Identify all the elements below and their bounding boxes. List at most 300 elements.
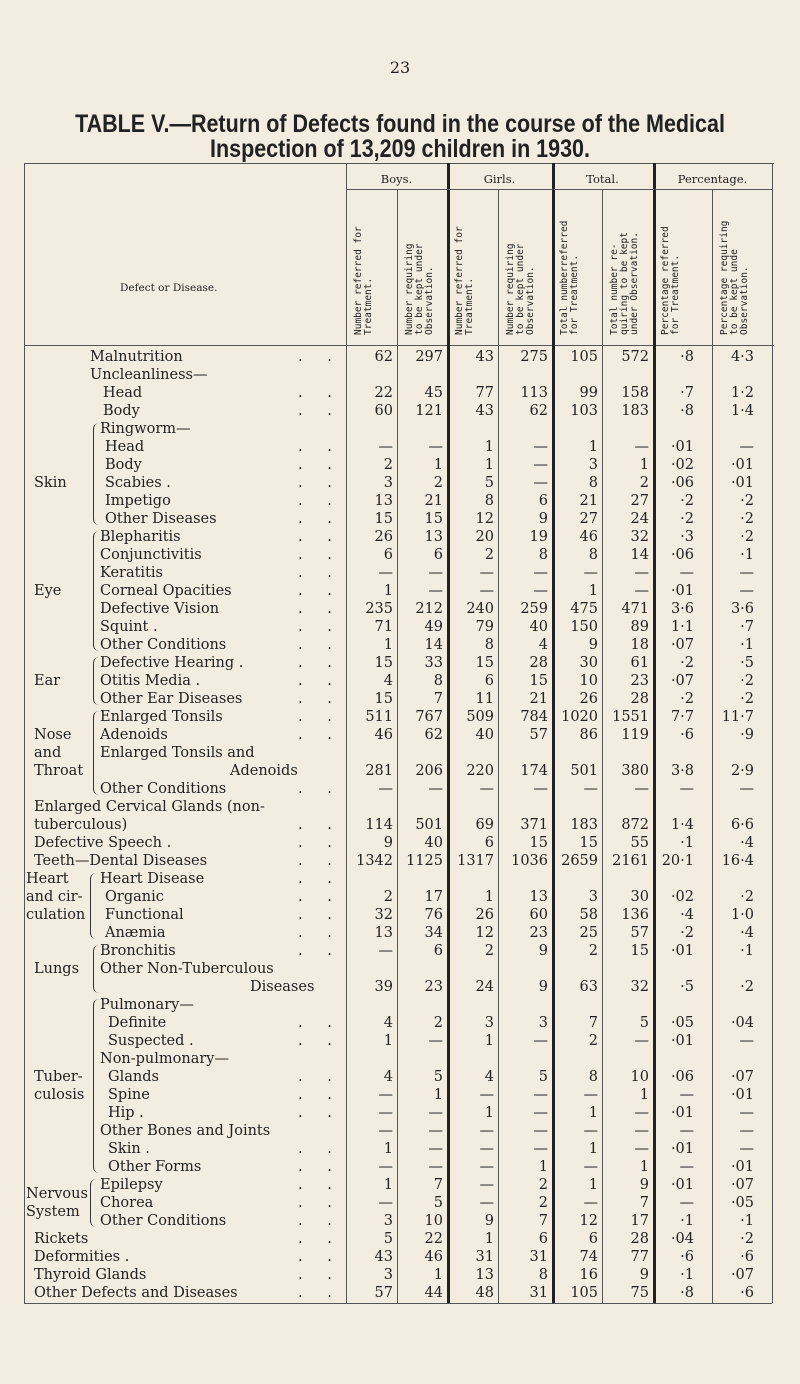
cell-value: 63 [579,979,598,995]
cell-value: 21 [579,493,598,509]
cell-value: 2 [383,889,393,905]
cell-value: 32 [374,907,393,923]
column-header [552,195,602,335]
cell-value: 6 [588,1231,598,1247]
cell-value: 10 [579,673,598,689]
defect-column-header: Defect or Disease. [120,282,218,294]
cell-value: 21 [424,493,443,509]
row-label: Body [103,403,140,419]
row-label: Adenoids [100,727,168,743]
column-group-header: Boys. [380,172,413,186]
cell-value: 3 [484,1015,494,1031]
dot-leader: . . [298,1177,342,1193]
table-row [0,1104,800,1122]
row-label: Pulmonary— [100,997,194,1013]
cell-value: 2 [383,457,393,473]
cell-value: 2 [484,943,494,959]
cell-value: ·1 [740,943,754,959]
cell-value: 3·6 [730,601,754,617]
cell-value: 62 [424,727,443,743]
cell-value: ·2 [740,691,754,707]
cell-value: 79 [475,619,494,635]
cell-value: — [583,1123,598,1139]
dot-leader: . . [298,709,342,725]
row-label: Defective Speech . [34,835,172,851]
dot-leader: . . [298,727,342,743]
cell-value: 275 [520,349,548,365]
cell-value: — [378,1195,393,1211]
table-row [0,1140,800,1158]
cell-value: ·1 [680,1213,694,1229]
cell-value: — [378,781,393,797]
cell-value: 26 [374,529,393,545]
cell-value: 45 [424,385,443,401]
dot-leader: . . [298,853,342,869]
group-brace [90,1179,96,1227]
dot-leader: . . [298,817,342,833]
cell-value: — [428,1159,443,1175]
group-label: and cir- [26,889,83,905]
row-label: Anæmia [105,925,166,941]
cell-value: ·04 [730,1015,754,1031]
column-header [653,195,703,335]
cell-value: 12 [475,511,494,527]
dot-leader: . . [298,385,342,401]
cell-value: 7 [538,1213,548,1229]
cell-value: 28 [630,691,649,707]
cell-value: 11 [475,691,494,707]
table-row [0,1158,800,1176]
column-header-text: Total number re- quiring to be kept under Observation. [609,232,640,335]
table-row [0,474,800,492]
cell-value: ·8 [680,1285,694,1301]
cell-value: — [739,439,754,455]
cell-value: 24 [475,979,494,995]
cell-value: 9 [383,835,393,851]
dot-leader: . . [298,1195,342,1211]
cell-value: 40 [424,835,443,851]
column-group-header: Total. [586,172,619,186]
dot-leader: . . [298,1159,342,1175]
table-row [0,978,800,996]
row-label: Deformities . [34,1249,130,1265]
cell-value: 7 [433,1177,443,1193]
cell-value: — [378,943,393,959]
cell-value: 12 [579,1213,598,1229]
cell-value: 17 [424,889,443,905]
cell-value: 27 [630,493,649,509]
cell-value: 235 [365,601,393,617]
row-label: tuberculous) [34,817,128,833]
table-row [0,348,800,366]
cell-value: 7 [588,1015,598,1031]
cell-value: 1317 [457,853,494,869]
cell-value: — [583,1195,598,1211]
cell-value: — [479,1159,494,1175]
cell-value: 46 [424,1249,443,1265]
column-header-text: Total numberreferred for Treatment. [559,220,580,335]
table-row [0,798,800,816]
row-label: Other Conditions [100,1213,227,1229]
cell-value: ·3 [680,529,694,545]
cell-value: 2 [484,547,494,563]
cell-value: 57 [630,925,649,941]
cell-value: ·2 [680,493,694,509]
cell-value: 1 [484,1231,494,1247]
cell-value: 475 [570,601,598,617]
cell-value: — [634,565,649,581]
cell-value: 43 [374,1249,393,1265]
table-row [0,1032,800,1050]
cell-value: — [533,1123,548,1139]
dot-leader: . . [298,475,342,491]
cell-value: 8 [588,475,598,491]
cell-value: 15 [374,691,393,707]
cell-value: ·04 [670,1231,694,1247]
cell-value: — [679,1195,694,1211]
group-label: Nose [34,727,72,743]
cell-value: 61 [630,655,649,671]
cell-value: ·7 [680,385,694,401]
cell-value: 69 [475,817,494,833]
table-row [0,546,800,564]
table-row [0,924,800,942]
dot-leader: . . [298,691,342,707]
cell-value: 297 [415,349,443,365]
cell-value: 5 [639,1015,649,1031]
cell-value: ·01 [730,457,754,473]
cell-value: ·9 [740,727,754,743]
cell-value: ·07 [730,1177,754,1193]
cell-value: 1 [484,1105,494,1121]
cell-value: 10 [424,1213,443,1229]
row-label: Defective Hearing . [100,655,244,671]
cell-value: 8 [588,547,598,563]
cell-value: 2 [588,943,598,959]
row-label: Enlarged Tonsils [100,709,223,725]
cell-value: 3 [588,889,598,905]
cell-value: 1551 [612,709,649,725]
title-line-1: TABLE V.—Return of Defects found in the course of the Medical [75,110,725,138]
row-label: Bronchitis [100,943,176,959]
cell-value: 3 [383,1213,393,1229]
table-row [0,726,800,744]
cell-value: — [634,583,649,599]
table-row [0,906,800,924]
row-label: Organic [105,889,164,905]
cell-value: 2659 [561,853,598,869]
cell-value: ·6 [740,1249,754,1265]
table-row [0,708,800,726]
table-row [0,816,800,834]
cell-value: 113 [520,385,548,401]
cell-value: 16·4 [721,853,754,869]
cell-value: 76 [424,907,443,923]
cell-value: 4 [538,637,548,653]
row-label: Adenoids [230,763,298,779]
cell-value: ·6 [740,1285,754,1301]
table-row [0,672,800,690]
cell-value: 4 [484,1069,494,1085]
cell-value: 49 [424,619,443,635]
cell-value: 18 [630,637,649,653]
cell-value: ·2 [740,529,754,545]
cell-value: ·2 [680,925,694,941]
cell-value: ·07 [730,1267,754,1283]
cell-value: ·01 [670,439,694,455]
row-label: Uncleanliness— [90,367,208,383]
cell-value: 572 [621,349,649,365]
cell-value: — [634,781,649,797]
cell-value: 12 [475,925,494,941]
cell-value: — [739,1141,754,1157]
cell-value: — [739,565,754,581]
cell-value: 19 [529,529,548,545]
cell-value: 43 [475,349,494,365]
cell-value: 22 [424,1231,443,1247]
group-label: Nervous [26,1186,88,1202]
cell-value: 30 [579,655,598,671]
dot-leader: . . [298,1267,342,1283]
cell-value: 14 [630,547,649,563]
cell-value: ·01 [730,1087,754,1103]
group-label: culosis [34,1087,85,1103]
cell-value: — [533,1141,548,1157]
cell-value: 1·4 [670,817,694,833]
cell-value: 39 [374,979,393,995]
cell-value: 8 [588,1069,598,1085]
cell-value: 26 [475,907,494,923]
cell-value: 40 [529,619,548,635]
cell-value: 60 [529,907,548,923]
table-row [0,780,800,798]
cell-value: 15 [630,943,649,959]
cell-value: 9 [588,637,598,653]
cell-value: ·05 [670,1015,694,1031]
cell-value: 9 [538,943,548,959]
cell-value: 1 [639,1159,649,1175]
cell-value: 15 [579,835,598,851]
group-brace [93,999,99,1173]
cell-value: ·7 [740,619,754,635]
cell-value: 501 [415,817,443,833]
cell-value: 23 [424,979,443,995]
cell-value: — [428,565,443,581]
group-label: Ear [34,673,61,689]
cell-value: — [479,781,494,797]
cell-value: 21 [529,691,548,707]
cell-value: 24 [630,511,649,527]
table-row [0,1266,800,1284]
cell-value: 2161 [612,853,649,869]
cell-value: 1 [433,457,443,473]
cell-value: — [428,1123,443,1139]
dot-leader: . . [298,1015,342,1031]
cell-value: 1 [588,583,598,599]
column-header [712,195,762,335]
cell-value: 15 [529,673,548,689]
cell-value: 1 [433,1087,443,1103]
row-label: Blepharitis [100,529,181,545]
cell-value: 2 [538,1177,548,1193]
cell-value: — [479,1177,494,1193]
row-label: Body [105,457,142,473]
cell-value: — [679,1159,694,1175]
table-row [0,1284,800,1302]
cell-value: 784 [520,709,548,725]
dot-leader: . . [298,1069,342,1085]
cell-value: 1020 [561,709,598,725]
cell-value: — [479,1141,494,1157]
cell-value: — [679,781,694,797]
dot-leader: . . [298,493,342,509]
table-row [0,420,800,438]
cell-value: 30 [630,889,649,905]
cell-value: 57 [374,1285,393,1301]
cell-value: 183 [621,403,649,419]
group-label: Tuber- [34,1069,83,1085]
cell-value: 6 [484,835,494,851]
row-label: Other Conditions [100,637,227,653]
cell-value: 183 [570,817,598,833]
cell-value: 3 [538,1015,548,1031]
cell-value: 206 [415,763,443,779]
page-number: 23 [389,58,411,77]
cell-value: ·01 [670,943,694,959]
cell-value: 13 [424,529,443,545]
cell-value: ·01 [670,1033,694,1049]
dot-leader: . . [298,889,342,905]
column-header [397,195,447,335]
dot-leader: . . [298,637,342,653]
dot-leader: . . [298,565,342,581]
cell-value: 9 [538,511,548,527]
cell-value: 1·0 [730,907,754,923]
cell-value: — [533,781,548,797]
cell-value: — [378,439,393,455]
cell-value: ·06 [670,547,694,563]
cell-value: 1 [484,1033,494,1049]
cell-value: 8 [538,1267,548,1283]
cell-value: 1 [484,889,494,905]
cell-value: — [739,1105,754,1121]
cell-value: 2 [639,475,649,491]
row-label: Other Forms [108,1159,202,1175]
group-brace [93,711,99,795]
table-row [0,528,800,546]
cell-value: — [679,1087,694,1103]
cell-value: ·4 [740,835,754,851]
row-label: Head [105,439,145,455]
row-label: Malnutrition [90,349,183,365]
cell-value: 25 [579,925,598,941]
table-row [0,564,800,582]
table-row [0,384,800,402]
cell-value: ·4 [680,907,694,923]
cell-value: — [378,1159,393,1175]
table-row [0,618,800,636]
dot-leader: . . [298,871,342,887]
cell-value: 174 [520,763,548,779]
cell-value: ·01 [670,1105,694,1121]
cell-value: 5 [433,1069,443,1085]
cell-value: 48 [475,1285,494,1301]
cell-value: ·6 [680,727,694,743]
cell-value: 371 [520,817,548,833]
group-brace [93,945,99,993]
cell-value: 1 [588,1141,598,1157]
cell-value: — [479,1195,494,1211]
cell-value: — [378,1105,393,1121]
table-bottom-rule [24,1303,772,1304]
row-label: Epilepsy [100,1177,163,1193]
cell-value: 11·7 [721,709,754,725]
cell-value: ·2 [680,691,694,707]
table-row [0,1248,800,1266]
cell-value: 62 [374,349,393,365]
cell-value: ·01 [670,1141,694,1157]
cell-value: — [583,1159,598,1175]
cell-value: 10 [630,1069,649,1085]
cell-value: 7 [433,691,443,707]
cell-value: 5 [383,1231,393,1247]
cell-value: 114 [365,817,393,833]
group-rule [447,189,552,190]
cell-value: 1125 [406,853,443,869]
cell-value: 150 [570,619,598,635]
cell-value: 212 [415,601,443,617]
cell-value: 55 [630,835,649,851]
row-label: Corneal Opacities [100,583,232,599]
cell-value: 6 [433,547,443,563]
dot-leader: . . [298,1105,342,1121]
table-row [0,1014,800,1032]
dot-leader: . . [298,673,342,689]
cell-value: — [479,583,494,599]
cell-value: 15 [374,511,393,527]
cell-value: 23 [630,673,649,689]
cell-value: — [533,439,548,455]
cell-value: 2 [433,475,443,491]
row-label: Ringworm— [100,421,191,437]
cell-value: 8 [484,493,494,509]
cell-value: ·01 [730,1159,754,1175]
cell-value: — [479,565,494,581]
cell-value: 509 [466,709,494,725]
cell-value: — [634,1033,649,1049]
row-label: Skin . [108,1141,150,1157]
cell-value: ·05 [730,1195,754,1211]
cell-value: 26 [579,691,598,707]
cell-value: 58 [579,907,598,923]
cell-value: 1 [383,637,393,653]
group-brace [90,873,96,939]
cell-value: 71 [374,619,393,635]
table-row [0,870,800,888]
cell-value: 44 [424,1285,443,1301]
cell-value: 9 [639,1177,649,1193]
cell-value: ·2 [740,673,754,689]
cell-value: 1 [383,1177,393,1193]
cell-value: — [533,583,548,599]
cell-value: 281 [365,763,393,779]
cell-value: — [428,583,443,599]
cell-value: 13 [374,925,393,941]
cell-value: — [739,1123,754,1139]
table-row [0,1230,800,1248]
cell-value: 15 [475,655,494,671]
cell-value: 121 [415,403,443,419]
